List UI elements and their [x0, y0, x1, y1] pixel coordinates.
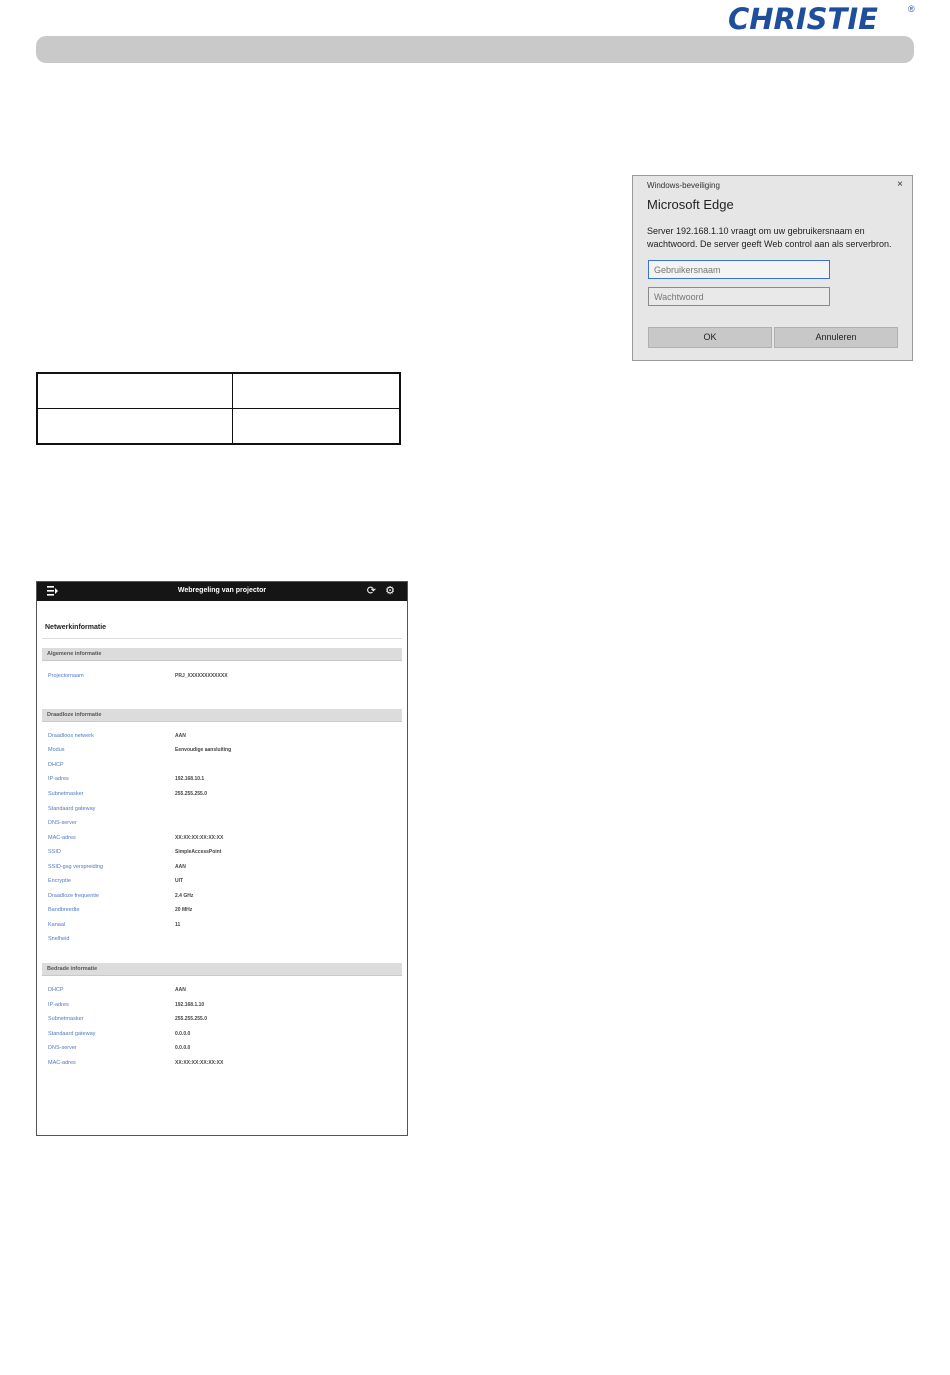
row-label[interactable]: MAC-adres — [48, 835, 76, 841]
row-label[interactable]: IP-adres — [48, 776, 69, 782]
row-value: XX:XX:XX:XX:XX:XX — [175, 1060, 224, 1066]
windows-security-dialog — [632, 175, 913, 361]
logo-text: CHRISTIE — [728, 2, 878, 36]
row-label[interactable]: Draadloze frequentie — [48, 893, 100, 899]
row-label[interactable]: Modus — [48, 747, 65, 753]
row-label[interactable]: Subnetmasker — [48, 1016, 84, 1022]
row-value: AAN — [175, 987, 186, 993]
password-field[interactable]: Wachtwoord — [648, 287, 830, 306]
row-value: 0.0.0.0 — [175, 1031, 191, 1037]
row-value: SimpleAccessPoint — [175, 849, 222, 855]
row-value: 255.255.255.0 — [175, 1016, 207, 1022]
divider — [42, 638, 402, 639]
row-label[interactable]: MAC-adres — [48, 1060, 76, 1066]
row-label[interactable]: Subnetmasker — [48, 791, 84, 797]
row-value: 11 — [175, 922, 181, 928]
dialog-title: Microsoft Edge — [647, 197, 734, 212]
row-label[interactable]: SSID — [48, 849, 61, 855]
row-label[interactable]: DNS-server — [48, 1045, 77, 1051]
row-value: UIT — [175, 878, 184, 884]
row-value: 20 MHz — [175, 907, 193, 913]
row-value: AAN — [175, 864, 186, 870]
section-title: Algemene informatie — [47, 651, 102, 657]
web-title: Webregeling van projector — [177, 587, 267, 594]
dialog-message: Server 192.168.1.10 vraagt om uw gebruikersnaam en wachtwoord. De server geeft Web control aan als serverbron. — [647, 226, 892, 249]
row-label[interactable]: Snelheid — [48, 936, 70, 942]
row-label[interactable]: Standaard gateway — [48, 1031, 96, 1037]
row-label[interactable]: Standaard gateway — [48, 806, 96, 812]
row-value: 192.168.1.10 — [175, 1002, 205, 1008]
table-row — [37, 409, 400, 445]
credentials-table — [36, 372, 401, 445]
table-cell — [233, 373, 401, 409]
row-value: 192.168.10.1 — [175, 776, 205, 782]
header-bar — [36, 36, 914, 63]
close-icon[interactable]: × — [897, 179, 903, 190]
section-header-wired — [42, 963, 402, 976]
row-label[interactable]: Draadloos netwerk — [48, 733, 94, 739]
row-label[interactable]: SSID-gsg verspreiding — [48, 864, 104, 870]
cancel-button[interactable]: Annuleren — [774, 327, 898, 348]
table-row — [37, 373, 400, 409]
row-label[interactable]: Encryptie — [48, 878, 71, 884]
row-label[interactable]: Projectornaam — [48, 673, 84, 679]
web-top-bar — [37, 582, 407, 601]
christie-logo — [728, 2, 918, 36]
row-value: 2.4 GHz — [175, 893, 194, 899]
refresh-icon[interactable]: ⟳ — [366, 585, 376, 597]
row-label[interactable]: Kanaal — [48, 922, 66, 928]
row-value: 255.255.255.0 — [175, 791, 207, 797]
row-label[interactable]: Bandbreedte — [48, 907, 80, 913]
section-title: Draadloze informatie — [47, 712, 102, 718]
row-value: PRJ_XXXXXXXXXXXX — [175, 673, 228, 679]
section-title: Bedrade informatie — [47, 966, 98, 972]
registered-mark: ® — [908, 4, 915, 14]
row-label[interactable]: DHCP — [48, 762, 64, 768]
row-value: Eenvoudige aansluiting — [175, 747, 232, 753]
dialog-caption: Windows-beveiliging — [647, 181, 720, 190]
row-label[interactable]: DHCP — [48, 987, 64, 993]
web-control-screenshot — [36, 581, 408, 1136]
row-label[interactable]: IP-adres — [48, 1002, 69, 1008]
row-label[interactable]: DNS-server — [48, 820, 77, 826]
table-cell — [37, 373, 233, 409]
table-cell — [37, 409, 233, 445]
page-title: Netwerkinformatie — [45, 624, 107, 631]
ok-button[interactable]: OK — [648, 327, 772, 348]
row-value: AAN — [175, 733, 186, 739]
username-field[interactable]: Gebruikersnaam — [648, 260, 830, 279]
table-cell — [233, 409, 401, 445]
row-value: 0.0.0.0 — [175, 1045, 191, 1051]
gear-icon[interactable]: ⚙ — [385, 585, 395, 597]
section-header-wireless — [42, 709, 402, 722]
section-header-general — [42, 648, 402, 661]
row-value: XX:XX:XX:XX:XX:XX — [175, 835, 224, 841]
